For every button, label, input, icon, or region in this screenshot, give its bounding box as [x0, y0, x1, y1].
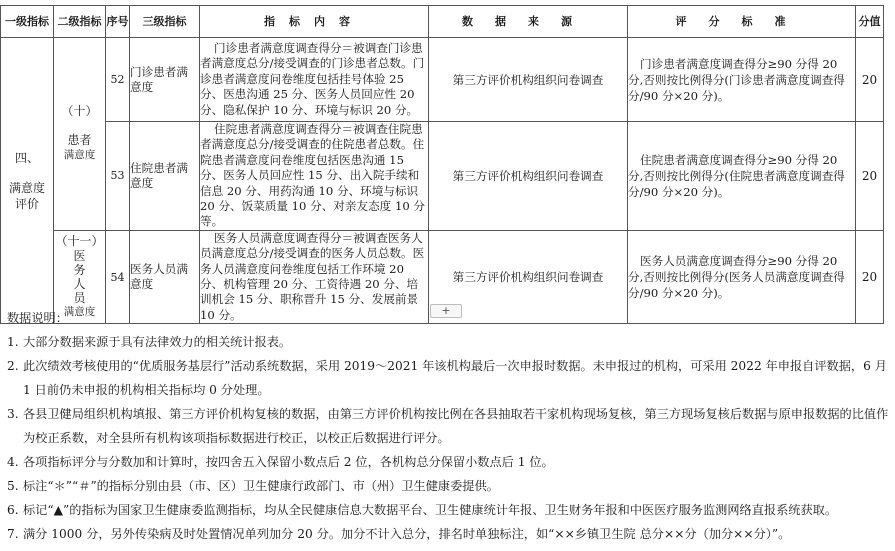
row-standard: 医务人员满意度调查得分≥90 分得 20 分,否则按比例得分(医务人员满意度调查得分/90 分×20 分)。 [628, 230, 856, 323]
list-item [7, 354, 892, 402]
level2-patient-name: 患者 [67, 133, 92, 148]
note-text: 满分 1000 分，另外传染病及时处置情况单列加分 20 分。加分不计入总分，排名时单独标注，如“××乡镇卫生院 总分××分（加分××分）”。 [23, 527, 791, 541]
row-seq: 52 [106, 38, 130, 122]
indicator-table [0, 5, 884, 324]
row-source: 第三方评价机构组织问卷调查 [429, 122, 628, 231]
row-indicator: 医务人员满意度 [130, 230, 200, 323]
row-source: 第三方评价机构组织问卷调查 [429, 38, 628, 122]
header-source: 数据来源 [429, 6, 628, 38]
list-item [7, 330, 892, 354]
note-text: 各项指标评分与分数加和计算时，按四舍五入保留小数点后 2 位，各机构总分保留小数点后 1 位。 [23, 455, 554, 469]
note-number: 4. [7, 455, 19, 469]
row-source: 第三方评价机构组织问卷调查 [429, 230, 628, 323]
list-item [7, 450, 892, 474]
notes-list [7, 330, 892, 546]
row-score: 20 [856, 38, 884, 122]
row-indicator: 门诊患者满意度 [130, 38, 200, 122]
note-text: 大部分数据来源于具有法律效力的相关统计报表。 [23, 335, 292, 349]
table-row [1, 122, 884, 231]
list-item [7, 474, 892, 498]
level1-cell [1, 38, 54, 324]
level2-staff-name: 医务人员 [73, 249, 86, 306]
note-number: 6. [7, 503, 19, 517]
header-level1: 一级指标 [1, 6, 54, 38]
level2-patient-sub: 满意度 [63, 149, 96, 162]
header-seq: 序号 [106, 6, 130, 38]
row-seq: 54 [106, 230, 130, 323]
note-number: 3. [7, 407, 19, 421]
note-text: 标注“＊”“＃”的指标分别由县（市、区）卫生健康行政部门、市（州）卫生健康委提供。 [23, 479, 499, 493]
note-number: 5. [7, 479, 19, 493]
note-number: 7. [7, 527, 19, 541]
table-header-row [1, 6, 884, 38]
note-text: 标记“▲”的指标为国家卫生健康委监测指标，均从全民健康信息大数据平台、卫生健康统计年报、卫生财务年报和中医医疗服务监测网络直报系统获取。 [23, 503, 838, 517]
data-notes [7, 310, 892, 546]
row-seq: 53 [106, 122, 130, 231]
header-level2: 二级指标 [54, 6, 106, 38]
note-number: 1. [7, 335, 19, 349]
list-item [7, 402, 892, 450]
header-standard: 评分标准 [628, 6, 856, 38]
row-standard: 住院患者满意度调查得分≥90 分得 20 分,否则按比例得分(住院患者满意度调查得分/90 分×20 分)。 [628, 122, 856, 231]
row-standard: 门诊患者满意度调查得分≥90 分得 20 分,否则按比例得分(门诊患者满意度调查得分/90 分×20 分)。 [628, 38, 856, 122]
header-score: 分值 [856, 6, 884, 38]
notes-title: 数据说明： [7, 311, 68, 325]
row-content: 门诊患者满意度调查得分＝被调查门诊患者满意度总分/接受调查的门诊患者总数。门诊患者满意度问卷维度包括挂号体验 25 分、医患沟通 25 分、医务人员回应性 20 分、隐私保护 10 分、环境与标识 20 分。 [200, 38, 429, 122]
note-text: 各县卫健局组织机构填报、第三方评价机构复核的数据，由第三方评价机构按比例在各县抽取若干家机构现场复核，第三方现场复核后数据与原申报数据的比值作为校正系数，对全县所有机构该项指标数据进行校正，以校正后数据进行评分。 [23, 407, 889, 445]
row-score: 20 [856, 230, 884, 323]
list-item [7, 522, 892, 546]
row-content: 医务人员满意度调查得分＝被调查医务人员满意度总分/接受调查的医务人员总数。医务人员满意度问卷维度包括工作环境 20 分、机构管理 20 分、工资待遇 20 分、培训机会 15 分、职称晋升 15 分、发展前景 10 分。 [200, 230, 429, 323]
note-number: 2. [7, 359, 19, 373]
list-item [7, 498, 892, 522]
header-content: 指标内容 [200, 6, 429, 38]
note-text: 此次绩效考核使用的“优质服务基层行”活动系统数据，采用 2019～2021 年该机构最后一次申报时数据。未申报过的机构，可采用 2022 年申报自评数据，6 月 1 日前仍未申报的机构相关指标均 0 分处理。 [23, 359, 887, 397]
level2-staff-no: （十一） [55, 234, 104, 249]
level2-patient-cell [54, 38, 106, 231]
header-level3: 三级指标 [130, 6, 200, 38]
row-content: 住院患者满意度调查得分＝被调查住院患者满意度总分/接受调查的住院患者总数。住院患者满意度问卷维度包括医患沟通 15 分、医务人员回应性 15 分、出入院手续和信息 20 分、用药沟通 10 分、环境与标识 20 分、饭菜质量 10 分、对亲友态度 10 分等。 [200, 122, 429, 231]
level1-sub: 满意度评价 [9, 180, 46, 211]
row-indicator: 住院患者满意度 [130, 122, 200, 231]
level2-staff-sub: 满意度 [63, 306, 96, 319]
table-row [1, 38, 884, 122]
level2-patient-no: （十） [61, 104, 98, 119]
add-row-button[interactable]: + [430, 304, 462, 318]
row-score: 20 [856, 122, 884, 231]
level1-name: 四、 [14, 150, 39, 165]
